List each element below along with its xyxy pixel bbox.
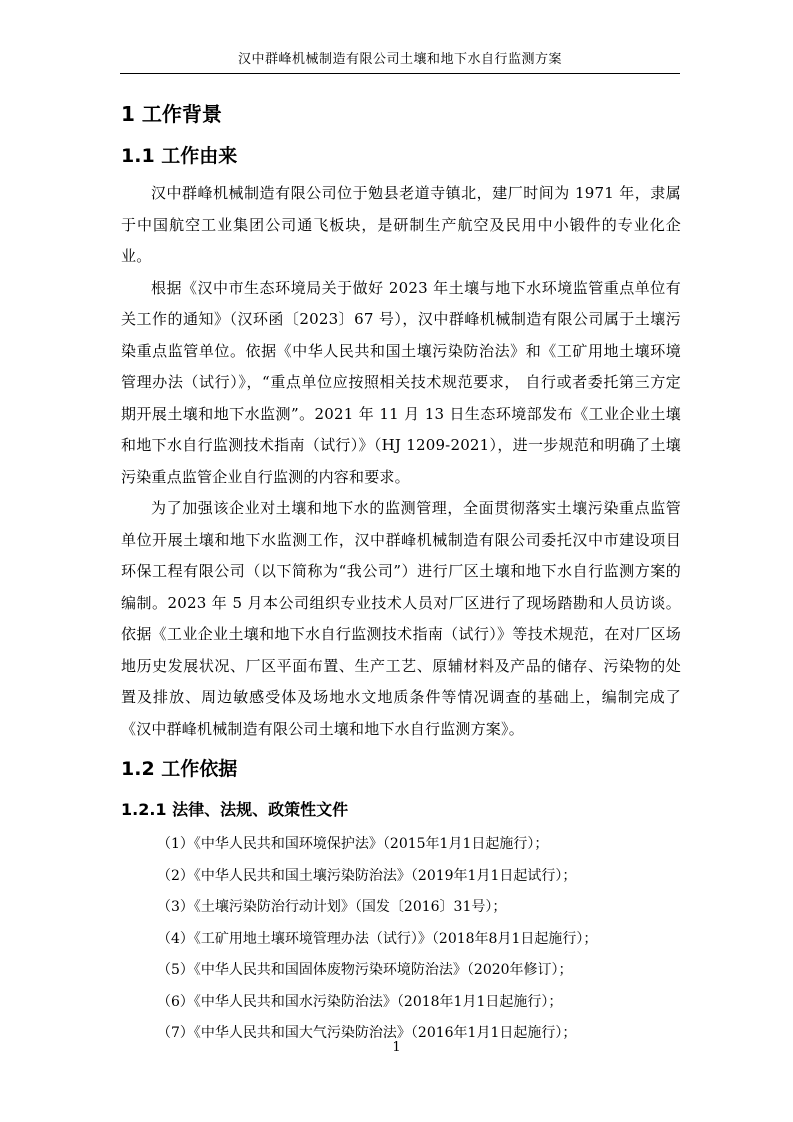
background-paragraph-2: 根据《汉中市生态环境局关于做好 2023 年土壤与地下水环境监管重点单位有关工作的通知》（汉环函〔2023〕67 号），汉中群峰机械制造有限公司属于土壤污染重点监管单位。依据《中华人民共和国土壤污染防治法》和《工矿用地土壤环境管理办法（试行）》，“重点单位应按照相关技术规范要求， 自行或者委托第三方定期开展土壤和地下水监测”。2021 年 11 月 13 日生态环境部发布《工业企业土壤和地下水自行监测技术指南（试行）》（HJ 1209-2021），进一步规范和明确了土壤污染重点监管企业自行监测的内容和要求。 bbox=[121, 278, 681, 486]
page-body bbox=[121, 94, 681, 1050]
law-list bbox=[121, 829, 681, 1050]
running-header: 汉中群峰机械制造有限公司土壤和地下水自行监测方案 bbox=[237, 52, 562, 67]
section-1-heading: 1 工作背景 bbox=[121, 102, 222, 126]
background-paragraph-3: 为了加强该企业对土壤和地下水的监测管理，全面贯彻落实土壤污染重点监管单位开展土壤和地下水监测工作，汉中群峰机械制造有限公司委托汉中市建设项目环保工程有限公司（以下简称为“我公司”）进行厂区土壤和地下水自行监测方案的编制。2023 年 5 月本公司组织专业技术人员对厂区进行了现场踏勘和人员访谈。依据《工业企业土壤和地下水自行监测技术指南（试行）》等技术规范，在对厂区场地历史发展状况、厂区平面布置、生产工艺、原辅材料及产品的储存、污染物的处置及排放、周边敏感受体及场地水文地质条件等情况调查的基础上，编制完成了《汉中群峰机械制造有限公司土壤和地下水自行监测方案》。 bbox=[121, 499, 681, 738]
background-paragraph-1: 汉中群峰机械制造有限公司位于勉县老道寺镇北，建厂时间为 1971 年，隶属于中国航空工业集团公司通飞板块，是研制生产航空及民用中小锻件的专业化企业。 bbox=[121, 184, 681, 265]
section-1-2-heading: 1.2 工作依据 bbox=[121, 758, 238, 780]
law-list-item: （3）《土壤污染防治行动计划》（国发〔2016〕31号）； bbox=[157, 899, 507, 915]
page-number: 1 bbox=[392, 1040, 401, 1055]
law-list-item: （4）《工矿用地土壤环境管理办法（试行）》（2018年8月1日起施行）； bbox=[157, 930, 598, 947]
header-rule bbox=[120, 73, 680, 74]
law-list-item: （6）《中华人民共和国水污染防治法》（2018年1月1日起施行）； bbox=[157, 993, 563, 1010]
law-list-item: （7）《中华人民共和国大气污染防治法》（2016年1月1日起施行）； bbox=[157, 1025, 577, 1041]
section-1-2-1-heading: 1.2.1 法律、法规、政策性文件 bbox=[121, 800, 349, 819]
section-1-1-heading: 1.1 工作由来 bbox=[121, 145, 238, 167]
law-list-item: （2）《中华人民共和国土壤污染防治法》（2019年1月1日起试行）； bbox=[157, 867, 577, 884]
law-list-item: （5）《中华人民共和国固体废物污染环境防治法》（2020年修订）； bbox=[157, 962, 573, 978]
law-list-item: （1）《中华人民共和国环境保护法》（2015年1月1日起施行）； bbox=[157, 836, 549, 852]
